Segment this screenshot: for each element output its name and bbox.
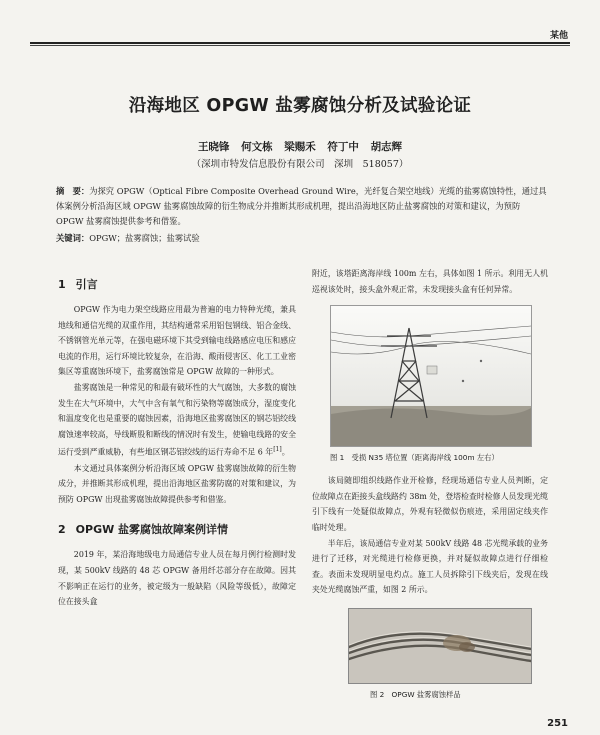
citation-ref[interactable]: [1]: [273, 446, 282, 454]
paragraph: 2019 年，某沿海地级电力局通信专业人员在每月例行检测时发现，某 500kV 线路的 48 芯 OPGW 备用纤芯部分存在故障。因其不影响正在运行的业务，被定级为一般缺陷（风险等级低），故障定位在接头盒: [58, 550, 296, 607]
keywords-text: OPGW；盐雾腐蚀；盐雾试验: [89, 233, 200, 243]
figure-1-caption: 图 1 受损 N35 塔位置（距离海岸线 100m 左右）: [330, 453, 499, 463]
author: 符丁中: [327, 141, 359, 153]
page-number: 251: [547, 718, 568, 729]
keywords: [56, 232, 550, 244]
abstract: [56, 184, 550, 230]
paragraph: OPGW 作为电力架空线路应用最为普遍的电力特种光缆，兼具地线和通信光缆的双重作用，其结构通常采用铝包钢线、铝合金线、不锈钢管光单元等，在强电磁环境下其受到输电线路感应电压和感应电流的作用，运行环境比较复杂，在沿海、酸雨侵害区、化工工业密集区等重腐蚀环境下，盐雾腐蚀常是 OPGW 故障的一种形式。: [58, 305, 296, 377]
section-number: 2: [58, 523, 66, 537]
paragraph-text: 盐雾腐蚀是一种常见的和最有破坏性的大气腐蚀，大多数的腐蚀发生在大气环境中，大气中含有氧气和污染物等腐蚀成分，湿度变化和温度变化也是重要的腐蚀因素，沿海地区盐雾腐蚀区的钢芯铝绞线腐蚀速率较高，导线断股和断线的情况时有发生，使输电线路的安全运行受到严重威胁，有些地区钢芯铝绞线的运行寿命不足 6 年: [58, 382, 296, 457]
paragraph: 该局随即组织线路作业开检修，经现场通信专业人员判断，定位故障点在距接头盒线路约 38m 处，登塔检查时检修人员发现光缆引下线有一处疑似故障点，外观有轻微似伤痕迹，采用固定线夹作临时处理。: [312, 476, 548, 532]
author-list: [0, 139, 600, 154]
figure-2: [312, 608, 548, 700]
tower-photo-icon: [331, 306, 531, 446]
figure-1: [312, 305, 548, 463]
left-column: [58, 270, 296, 610]
author: 梁赐禾: [284, 141, 316, 153]
author: 何文栋: [241, 141, 273, 153]
author: 胡志辉: [370, 141, 403, 153]
section-heading-case: [58, 521, 296, 537]
section-heading-intro: [58, 276, 296, 292]
paper-title: 沿海地区 OPGW 盐雾腐蚀分析及试验论证: [128, 96, 472, 116]
paragraph: [58, 380, 296, 461]
section-title: 引言: [75, 278, 98, 291]
keywords-label: 关键词：: [56, 233, 90, 243]
author: 王晓锋: [197, 141, 230, 153]
header-rule: [30, 42, 570, 44]
section-title: OPGW 盐雾腐蚀故障案例详情: [75, 523, 229, 537]
figure-1-image: [330, 305, 532, 447]
figure-2-caption: 图 2 OPGW 盐雾腐蚀样品: [370, 689, 461, 699]
running-head: 某他: [549, 31, 568, 41]
abstract-text: 为探究 OPGW（Optical Fibre Composite Overhead Ground Wire，光纤复合架空地线）光缆的盐雾腐蚀特性，通过具体案例分析沿海区域 OPGW 盐雾腐蚀故障的衍生物成分并推断其形成机理，提出沿海地区防止盐雾腐蚀的对策和建议，为预防 OPGW 盐雾腐蚀提供参考和借鉴。: [56, 186, 547, 227]
section-number: 1: [58, 278, 66, 291]
paragraph: 附近，该塔距离海岸线 100m 左右，具体如图 1 所示。利用无人机巡视该处时，接头盒外观正常，未发现接头盒有任何异常。: [312, 269, 548, 294]
corroded-cable-photo-icon: [349, 609, 531, 683]
paragraph-end: 。: [281, 447, 290, 457]
abstract-label: 摘 要：: [56, 186, 90, 196]
right-column: [312, 266, 548, 710]
figure-2-image: [348, 608, 532, 684]
affiliation: （深圳市特发信息股份有限公司 深圳 518057）: [191, 159, 409, 170]
paragraph: 本文通过具体案例分析沿海区域 OPGW 盐雾腐蚀故障的衍生物成分，并推断其形成机理，提出沿海地区盐雾防腐的对策和建议，为预防 OPGW 出现盐雾腐蚀故障提供参考和借鉴。: [58, 463, 296, 504]
header-rule-thin: [30, 45, 570, 46]
paragraph: 半年后，该局通信专业对某 500kV 线路 48 芯光缆承载的业务进行了迁移，对光缆进行检修更换，并对疑似故障点进行仔细检查。表面未发现明显电灼点。施工人员拆除引下线夹后，发现在线夹处光缆腐蚀严重，如图 2 所示。: [312, 538, 548, 595]
